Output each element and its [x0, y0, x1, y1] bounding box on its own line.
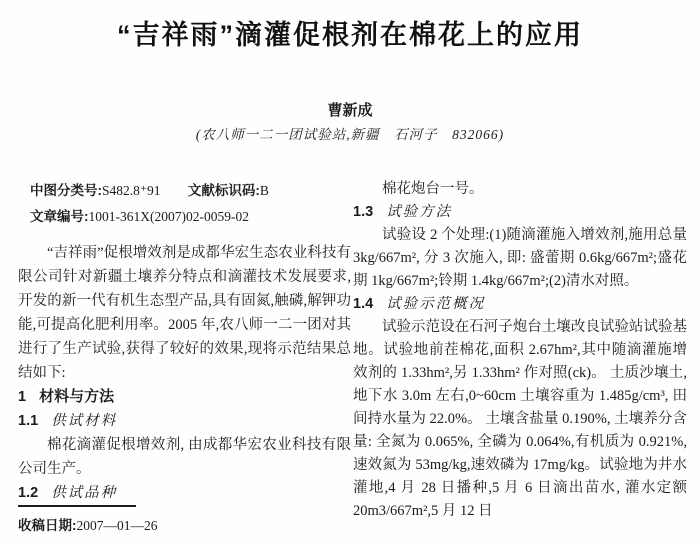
footnote-divider [18, 505, 136, 507]
section-1-2-title: 供试品种 [51, 485, 118, 501]
article-title: “吉祥雨”滴灌促根剂在棉花上的应用 [117, 20, 583, 50]
intro-paragraph: “吉祥雨”促根增效剂是成都华宏生态农业科技有限公司针对新疆土壤养分特点和滴灌技术发展要求,开发的新一代有机生态型产品,具有固氮,触磷,解钾功能,可提高化肥利用率。2005 年,农八师一二一团对其进行了生产试验,获得了较好的效果,现将示范结果总结如下: [18, 245, 351, 381]
doc-code-label: 文献标识码: [187, 183, 260, 198]
author-name: 曹新成 [327, 102, 373, 119]
section-1-1-number: 1.1 [18, 413, 39, 429]
left-column [18, 178, 351, 505]
meta-line-2 [30, 204, 351, 230]
materials-paragraph: 棉花滴灌促根增效剂, 由成都华宏农业科技有限公司生产。 [18, 437, 351, 477]
footnote [18, 505, 351, 534]
right-column [353, 178, 687, 523]
section-1-2-number: 1.2 [18, 485, 39, 501]
section-1-title: 材料与方法 [39, 388, 115, 405]
section-1-4-number: 1.4 [353, 296, 374, 312]
section-heading-1-1 [18, 409, 351, 433]
section-heading-1-2 [18, 481, 351, 505]
overview-paragraph: 试验示范设在石河子炮台土壤改良试验站试验基地。试验地前茬棉花,面积 2.67hm²,其中随滴灌施增效剂的 1.33hm²,另 1.33hm² 作对照(ck)。 土质沙壤土, 地下水 3.0m 左右,0~60cm 土壤容重为 1.485g/cm³, 田间持水量为 22.0%。 土壤含盐量 0.190%, 土壤养分含量: 全氮为 0.065%, 全磷为 0.064%,有机质为 0.921%,速效氮为 53mg/kg,速效磷为 17mg/kg。试验地为井水灌地,4 月 28 日播种,5 月 6 日滴出苗水, 灌水定额 20m3/667m²,5 月 12 日 [353, 319, 687, 519]
section-1-number: 1 [18, 389, 27, 405]
section-heading-1-3 [353, 201, 687, 224]
variety-paragraph: 棉花炮台一号。 [382, 181, 484, 197]
meta-line-1 [30, 178, 351, 204]
section-1-4-title: 试验示范概况 [386, 296, 486, 312]
author-affiliation: (农八师一二一团试验站,新疆 石河子 832066) [195, 127, 505, 142]
clc-value: S482.8⁺91 [102, 183, 161, 198]
article-id-label: 文章编号: [30, 209, 89, 224]
method-paragraph: 试验设 2 个处理:(1)随滴灌施入增效剂,施用总量 3kg/667m², 分 3 次施入, 即: 盛蕾期 0.6kg/667m²;盛花期 1kg/667m²;铃期 1.4kg/667m²;(2)清水对照。 [353, 227, 687, 289]
article-id-value: 1001-361X(2007)02-0059-02 [88, 209, 249, 224]
section-1-3-title: 试验方法 [386, 204, 453, 220]
section-1-3-number: 1.3 [353, 204, 374, 220]
section-heading-1-4 [353, 293, 687, 316]
section-heading-1 [18, 385, 351, 409]
received-date-line [18, 514, 351, 534]
received-date-value: 2007—01—26 [76, 518, 158, 533]
doc-code-value: B [259, 183, 269, 198]
received-date-label: 收稿日期: [18, 518, 77, 533]
section-1-1-title: 供试材料 [51, 413, 118, 429]
clc-label: 中图分类号: [30, 183, 102, 198]
meta-block [18, 178, 351, 230]
